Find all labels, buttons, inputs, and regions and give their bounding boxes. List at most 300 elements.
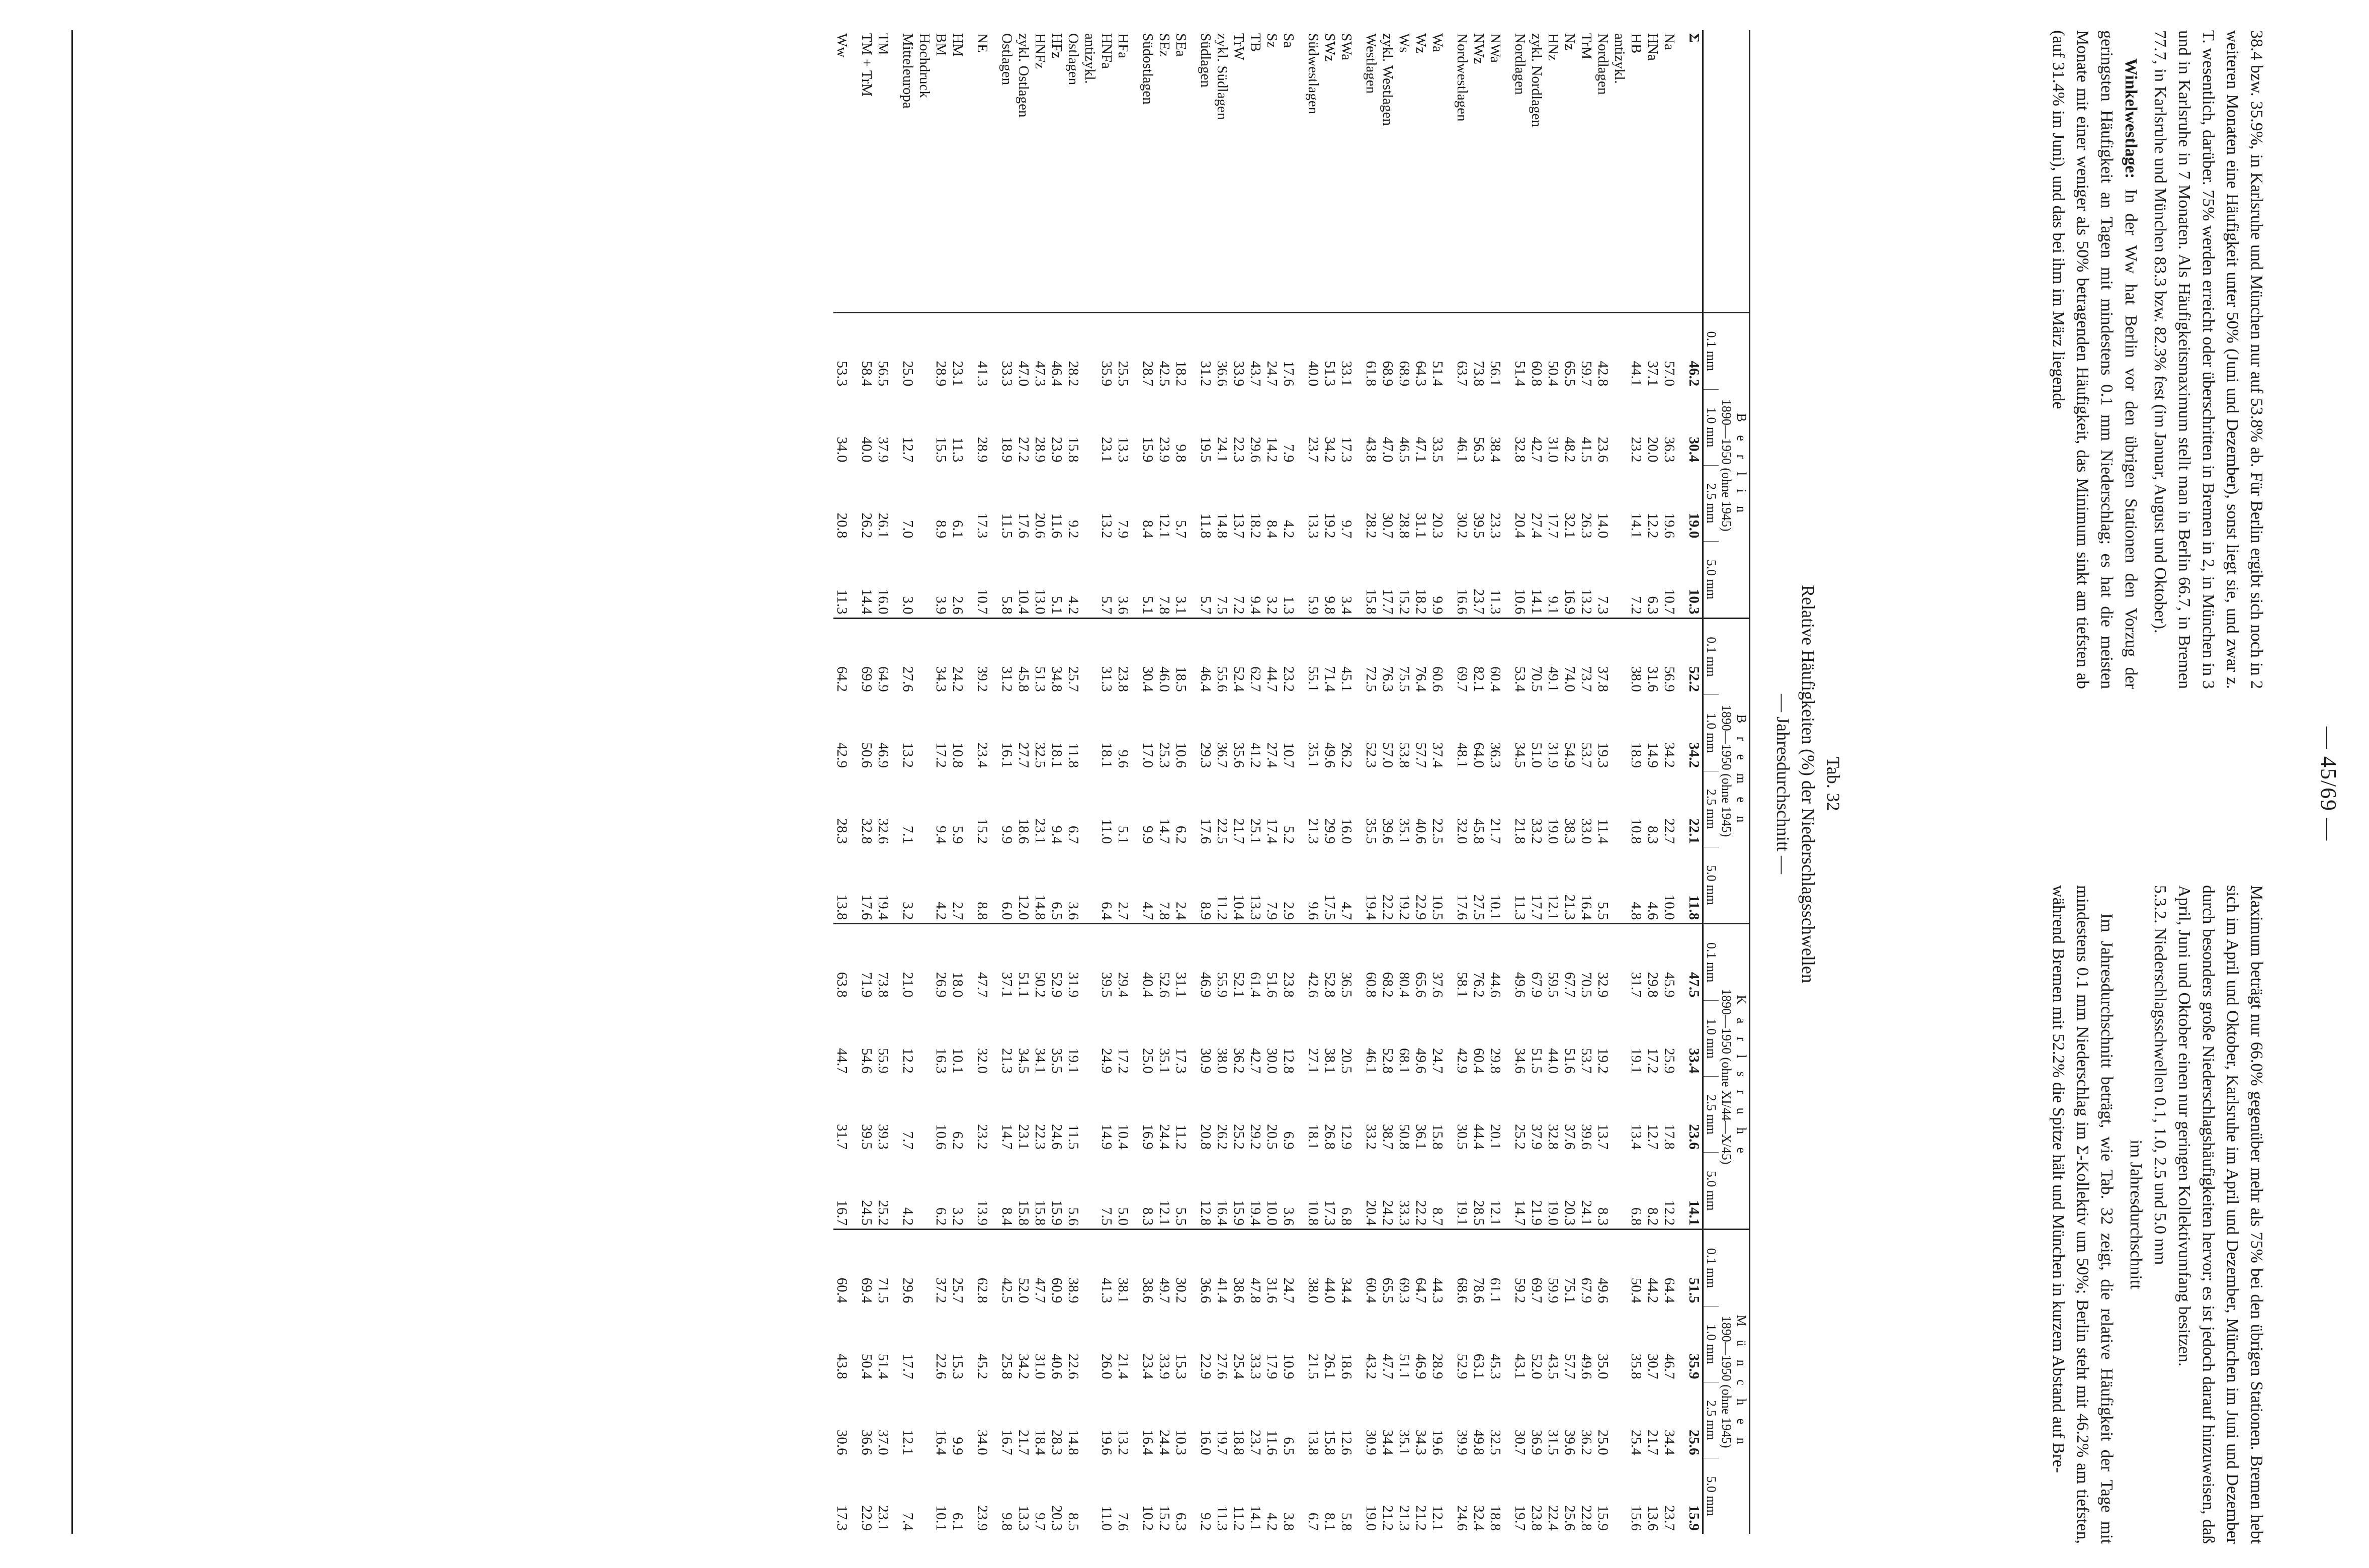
table-bottom-rule: [71, 30, 73, 1534]
value-cell: 71.9: [858, 924, 875, 1001]
value-cell: 9.9: [950, 1437, 966, 1455]
value-cell: 12.9: [1338, 1124, 1355, 1150]
value-cell: 22.9: [1413, 894, 1429, 920]
value-cell: 25.6: [1686, 1429, 1702, 1455]
value-cell: 29.9: [1322, 818, 1338, 844]
value-cell: 31.2: [1197, 312, 1214, 389]
value-cell: 24.2: [1380, 1200, 1396, 1226]
value-cell: 10.6: [1173, 742, 1189, 768]
value-cell: 22.6: [933, 1353, 949, 1379]
value-cell: 5.9: [1305, 596, 1321, 615]
value-cell: 9.9: [999, 825, 1015, 844]
value-cell: [1611, 465, 1628, 541]
value-cell: 20.8: [1198, 1124, 1214, 1150]
value-cell: 12.1: [1156, 512, 1172, 539]
value-cell: 27.2: [1016, 437, 1032, 463]
value-cell: 35.5: [1049, 1048, 1065, 1074]
value-cell: 16.4: [1578, 894, 1594, 920]
value-cell: 14.8: [1065, 1429, 1081, 1455]
value-cell: 39.6: [1578, 1124, 1594, 1150]
value-cell: 18.1: [1049, 742, 1065, 768]
table-row: [1115, 30, 1139, 1534]
value-cell: 16.3: [933, 1048, 949, 1074]
value-cell: 16.4: [933, 1429, 949, 1455]
value-cell: [916, 618, 933, 695]
value-cell: 16.9: [1562, 588, 1578, 615]
value-cell: 14.1: [1247, 1505, 1263, 1531]
value-cell: 46.0: [1156, 618, 1172, 695]
value-cell: 69.7: [1454, 618, 1470, 695]
value-cell: 42.7: [1247, 1048, 1263, 1074]
value-cell: 18.1: [1098, 742, 1115, 768]
value-cell: 13.2: [1578, 588, 1594, 615]
value-cell: 5.1: [1140, 596, 1156, 615]
row-label: antizykl.: [1612, 33, 1628, 84]
threshold-header: 1.0 mm: [1703, 389, 1719, 465]
value-cell: 56.1: [1487, 312, 1511, 389]
value-cell: 35.1: [1156, 1048, 1172, 1074]
value-cell: 37.6: [1562, 1124, 1578, 1150]
value-cell: 34.5: [1016, 1048, 1032, 1074]
value-cell: 25.2: [1512, 1124, 1528, 1150]
value-cell: 5.7: [1173, 520, 1189, 539]
value-cell: 28.9: [974, 437, 990, 463]
threshold-header: 5.0 mm: [1703, 541, 1719, 618]
value-cell: 15.8: [1065, 437, 1081, 463]
value-cell: 25.7: [949, 1230, 974, 1306]
value-cell: 10.8: [1628, 818, 1644, 844]
value-cell: 12.2: [1661, 1200, 1677, 1226]
value-cell: 4.2: [1065, 596, 1081, 615]
threshold-header: 1.0 mm: [1703, 695, 1719, 771]
row-label: Hochdruck: [916, 33, 933, 98]
threshold-header: 0.1 mm: [1703, 1230, 1719, 1306]
value-cell: 70.5: [1528, 618, 1545, 695]
value-cell: 47.0: [1380, 437, 1396, 463]
value-cell: 10.5: [1429, 894, 1446, 920]
value-cell: 6.8: [1628, 1207, 1644, 1226]
value-cell: 8.8: [974, 902, 990, 920]
value-cell: 33.4: [1686, 1048, 1702, 1074]
station-header: B e r l i n: [1734, 312, 1750, 618]
table-row: [1065, 30, 1081, 1534]
value-cell: 16.7: [999, 1429, 1015, 1455]
value-cell: 60.4: [1363, 1230, 1379, 1306]
row-label: NWa: [1487, 33, 1503, 63]
value-cell: 15.9: [1686, 1505, 1702, 1531]
table-row: [1396, 30, 1412, 1534]
value-cell: 63.8: [833, 924, 858, 1001]
value-cell: 16.7: [834, 1200, 850, 1226]
value-cell: 33.2: [1363, 1124, 1379, 1150]
value-cell: 25.7: [1065, 618, 1081, 695]
value-cell: 46.9: [1197, 924, 1214, 1001]
value-cell: [1611, 847, 1628, 924]
value-cell: 15.9: [1231, 1200, 1247, 1226]
value-cell: 36.6: [859, 1429, 875, 1455]
value-cell: 4.7: [1338, 902, 1355, 920]
value-cell: 3.2: [950, 1207, 966, 1226]
value-cell: 52.3: [1363, 742, 1379, 768]
value-cell: 18.8: [1487, 1505, 1503, 1531]
row-label: Südostlagen: [1140, 33, 1156, 105]
row-label: SWa: [1338, 33, 1355, 61]
value-cell: 24.7: [1280, 1230, 1305, 1306]
value-cell: 24.1: [1578, 1200, 1594, 1226]
value-cell: 6.3: [1645, 596, 1661, 615]
table-row: [933, 30, 949, 1534]
value-cell: 17.7: [1380, 588, 1396, 615]
value-cell: 5.2: [1281, 825, 1297, 844]
value-cell: 23.1: [1098, 437, 1115, 463]
value-cell: 31.7: [834, 1124, 850, 1150]
value-cell: [916, 1153, 933, 1230]
value-cell: 15.9: [1140, 437, 1156, 463]
value-cell: 32.8: [1545, 1124, 1561, 1150]
value-cell: 17.9: [1264, 1353, 1280, 1379]
value-cell: 45.9: [1661, 924, 1685, 1001]
row-label: Nordlagen: [1595, 33, 1611, 95]
value-cell: 13.3: [1305, 512, 1321, 539]
value-cell: 28.2: [1363, 512, 1379, 539]
value-cell: 14.7: [1512, 1200, 1528, 1226]
value-cell: 19.1: [1454, 1200, 1470, 1226]
row-label: BM: [933, 33, 949, 56]
row-label: Ostlagen: [1065, 33, 1081, 85]
row-label: Na: [1661, 33, 1677, 50]
table-row: [858, 30, 875, 1534]
value-cell: 28.2: [1065, 312, 1081, 389]
value-cell: 28.3: [1049, 1429, 1065, 1455]
table-row: [875, 30, 899, 1534]
value-cell: 10.0: [1661, 894, 1677, 920]
value-cell: 74.0: [1561, 618, 1578, 695]
table-caption: [1770, 0, 1846, 1568]
value-cell: 70.5: [1578, 924, 1594, 1001]
value-cell: 42.5: [1156, 312, 1172, 389]
value-cell: 16.0: [875, 588, 891, 615]
value-cell: 9.4: [1247, 596, 1263, 615]
value-cell: 58.1: [1454, 924, 1470, 1001]
row-label: zykl. Ostlagen: [1016, 33, 1032, 118]
value-cell: 35.0: [1595, 1353, 1611, 1379]
value-cell: 36.3: [1661, 437, 1677, 463]
value-cell: 39.6: [1380, 818, 1396, 844]
value-cell: 18.9: [1628, 742, 1644, 768]
value-cell: 51.1: [1396, 1353, 1412, 1379]
value-cell: 37.1: [1644, 312, 1661, 389]
value-cell: 33.3: [1396, 1200, 1412, 1226]
value-cell: 52.9: [1048, 924, 1065, 1001]
value-cell: 19.3: [1595, 742, 1611, 768]
table-row: [833, 30, 858, 1534]
value-cell: 49.1: [1545, 618, 1561, 695]
value-cell: 41.3: [974, 312, 998, 389]
value-cell: [1081, 389, 1098, 465]
value-cell: 5.8: [999, 596, 1015, 615]
value-cell: 13.8: [1305, 1429, 1321, 1455]
table-row: [1470, 30, 1487, 1534]
row-label: TM + TrM: [859, 33, 875, 97]
value-cell: 17.3: [1322, 1200, 1338, 1226]
value-cell: 15.2: [1396, 588, 1412, 615]
value-cell: 3.2: [900, 902, 916, 920]
value-cell: 61.4: [1247, 924, 1263, 1001]
value-cell: 34.0: [974, 1429, 990, 1455]
value-cell: [1611, 541, 1628, 618]
value-cell: 39.5: [1471, 512, 1487, 539]
value-cell: 18.2: [1413, 588, 1429, 615]
value-cell: 46.5: [1396, 437, 1412, 463]
value-cell: 17.6: [1198, 818, 1214, 844]
value-cell: 80.4: [1396, 924, 1412, 1001]
value-cell: 6.4: [1098, 902, 1115, 920]
value-cell: 11.5: [999, 513, 1015, 539]
value-cell: 40.0: [1305, 312, 1321, 389]
value-cell: 36.7: [1214, 742, 1230, 768]
value-cell: 13.7: [1595, 1124, 1611, 1150]
value-cell: 37.9: [1529, 1124, 1545, 1150]
value-cell: 50.4: [1545, 312, 1561, 389]
value-cell: 51.4: [875, 1353, 891, 1379]
value-cell: 59.2: [1511, 1230, 1528, 1306]
value-cell: 16.4: [1214, 1200, 1230, 1226]
table-row: [1098, 30, 1115, 1534]
value-cell: [916, 1306, 933, 1382]
value-cell: 12.7: [1645, 1124, 1661, 1150]
value-cell: 38.3: [1562, 818, 1578, 844]
value-cell: 9.8: [1322, 596, 1338, 615]
value-cell: 48.1: [1454, 742, 1470, 768]
table-row: [974, 30, 998, 1534]
header-row-stations: [1734, 30, 1750, 1534]
threshold-header: 5.0 mm: [1703, 847, 1719, 924]
value-cell: 51.4: [1511, 312, 1528, 389]
value-cell: 49.6: [1511, 924, 1528, 1001]
value-cell: 43.5: [1545, 1353, 1561, 1379]
value-cell: 57.7: [1413, 742, 1429, 768]
value-cell: 65.5: [1379, 1230, 1396, 1306]
value-cell: 10.8: [1305, 1200, 1321, 1226]
value-cell: 20.4: [1363, 1200, 1379, 1226]
table-row: [1545, 30, 1561, 1534]
value-cell: 22.4: [1545, 1505, 1561, 1531]
threshold-header: 5.0 mm: [1703, 1458, 1719, 1534]
value-cell: 44.2: [1644, 1230, 1661, 1306]
value-cell: 67.9: [1528, 924, 1545, 1001]
value-cell: 8.4: [1140, 520, 1156, 539]
value-cell: 23.2: [974, 1124, 990, 1150]
value-cell: 32.5: [1032, 742, 1048, 768]
value-cell: 11.3: [950, 437, 966, 463]
value-cell: 6.2: [1173, 825, 1189, 844]
value-cell: 4.6: [1645, 902, 1661, 920]
value-cell: 23.6: [1595, 437, 1611, 463]
value-cell: 20.6: [1032, 512, 1048, 539]
value-cell: 23.1: [1016, 1124, 1032, 1150]
value-cell: 18.4: [1032, 1429, 1048, 1455]
value-cell: 27.6: [1214, 1353, 1230, 1379]
value-cell: 24.4: [1156, 1429, 1172, 1455]
table-row: [1611, 30, 1628, 1534]
value-cell: 9.7: [1338, 520, 1355, 539]
value-cell: 37.6: [1429, 924, 1454, 1001]
value-cell: 28.9: [933, 312, 949, 389]
value-cell: 32.9: [1594, 924, 1611, 1001]
row-label: HNa: [1645, 33, 1661, 61]
value-cell: 11.3: [1512, 895, 1528, 920]
value-cell: 46.4: [1197, 618, 1214, 695]
row-label: TrM: [1578, 33, 1594, 60]
value-cell: [1611, 1153, 1628, 1230]
value-cell: 4.8: [1628, 902, 1644, 920]
value-cell: 21.7: [1016, 1429, 1032, 1455]
row-label: HM: [950, 33, 966, 57]
right-column-paragraph: Maximum beträgt nur 66.0% gegenüber mehr als 75% bei den übrigen Stationen. Bremen hebt sich im April und Oktober, Karlsruhe im April und Dezember, München im Juni und Dezember durch besonders große Niederschlagshäufigkeiten hervor; es ist jedoch darauf hinzuweisen, daß April, Juni und Oktober einen nur geringen Kollektivumfang besitzen.: [2175, 885, 2266, 1544]
value-cell: 3.2: [1264, 596, 1280, 615]
value-cell: 33.9: [1230, 312, 1247, 389]
value-cell: 11.0: [1098, 819, 1115, 844]
value-cell: 37.0: [875, 1429, 891, 1455]
value-cell: 47.1: [1413, 437, 1429, 463]
value-cell: 59.5: [1545, 924, 1561, 1001]
value-cell: 7.2: [1231, 596, 1247, 615]
value-cell: 23.7: [1471, 588, 1487, 615]
value-cell: 25.6: [1562, 1505, 1578, 1531]
value-cell: 21.3: [1305, 818, 1321, 844]
value-cell: 31.1: [1172, 924, 1197, 1001]
value-cell: 21.7: [1645, 1429, 1661, 1455]
value-cell: 26.0: [1098, 1353, 1115, 1379]
row-label: Sa: [1281, 33, 1297, 48]
value-cell: 15.9: [1595, 1505, 1611, 1531]
value-cell: 32.6: [875, 818, 891, 844]
value-cell: 7.3: [1595, 596, 1611, 615]
value-cell: 23.4: [974, 742, 990, 768]
value-cell: 53.4: [1511, 618, 1528, 695]
value-cell: 18.6: [1338, 1353, 1355, 1379]
value-cell: 71.4: [1321, 618, 1338, 695]
value-cell: 5.5: [1595, 902, 1611, 920]
value-cell: 31.2: [998, 618, 1015, 695]
value-cell: 8.9: [933, 520, 949, 539]
value-cell: 73.8: [875, 924, 899, 1001]
value-cell: 19.0: [1686, 512, 1702, 539]
section-heading: [2124, 885, 2172, 1544]
value-cell: 50.2: [1032, 924, 1048, 1001]
value-cell: 37.9: [875, 437, 891, 463]
row-label: Westlagen: [1363, 33, 1379, 94]
value-cell: 12.8: [1281, 1048, 1297, 1074]
value-cell: 38.1: [1115, 1230, 1139, 1306]
value-cell: 12.1: [1545, 894, 1561, 920]
value-cell: [1081, 1306, 1098, 1382]
table-row: [1379, 30, 1396, 1534]
value-cell: 40.6: [1049, 1353, 1065, 1379]
value-cell: 5.8: [1338, 1512, 1355, 1531]
table-row: [1321, 30, 1338, 1534]
value-cell: 55.9: [875, 1048, 891, 1074]
value-cell: 32.8: [1512, 437, 1528, 463]
value-cell: 39.5: [1098, 924, 1115, 1001]
value-cell: 62.8: [974, 1230, 998, 1306]
value-cell: [1081, 618, 1098, 695]
value-cell: 23.1: [1032, 818, 1048, 844]
table-row: [1338, 30, 1363, 1534]
value-cell: 12.7: [900, 437, 916, 463]
value-cell: 54.6: [859, 1048, 875, 1074]
value-cell: 78.6: [1470, 1230, 1487, 1306]
value-cell: 4.2: [900, 1207, 916, 1226]
value-cell: [1081, 695, 1098, 771]
value-cell: [1081, 1230, 1098, 1306]
value-cell: [1081, 1458, 1098, 1534]
value-cell: 35.1: [1305, 742, 1321, 768]
value-cell: 64.4: [1661, 1230, 1685, 1306]
value-cell: 24.7: [1263, 312, 1280, 389]
value-cell: 5.5: [1173, 1207, 1189, 1226]
value-cell: 4.7: [1140, 902, 1156, 920]
value-cell: 25.8: [999, 1353, 1015, 1379]
value-cell: 40.4: [1139, 924, 1156, 1001]
value-cell: 8.2: [1645, 1207, 1661, 1226]
value-cell: [916, 1001, 933, 1077]
value-cell: 22.2: [1413, 1200, 1429, 1226]
value-cell: 10.4: [1115, 1124, 1131, 1150]
value-cell: 75.5: [1396, 618, 1412, 695]
left-column-paragraph: 38.4 bzw. 35.9%, in Karlsruhe und München nur auf 53.8% ab. Für Berlin ergibt sich noch in 2 weiteren Monaten eine Häufigkeit unter 50% (Juni und Dezember), sonst liegt sie, und zwar z. T. wesentlich, darüber. 75% werden erreicht oder überschritten in Bremen in 2, in München in 3 und in Karlsruhe in 7 Monaten. Als Häufigkeitsmaximum stellt man in Berlin 66.7, in Bremen 77.7, in Karlsruhe und München 83.3 bzw. 82.3% fest (im Januar, August und Oktober).: [2151, 30, 2266, 689]
row-label: zykl. Nordlagen: [1529, 33, 1545, 127]
value-cell: 24.4: [1156, 1124, 1172, 1150]
value-cell: 24.6: [1454, 1505, 1470, 1531]
value-cell: 34.4: [1661, 1429, 1677, 1455]
value-cell: 33.2: [1529, 818, 1545, 844]
value-cell: 31.6: [1263, 1230, 1280, 1306]
value-cell: 11.4: [1595, 819, 1611, 844]
value-cell: 5.9: [950, 825, 966, 844]
value-cell: 32.0: [1454, 818, 1470, 844]
value-cell: 49.6: [1322, 742, 1338, 768]
value-cell: 46.2: [1685, 312, 1703, 389]
row-label: SWz: [1322, 33, 1338, 62]
value-cell: [1611, 924, 1628, 1001]
value-cell: 7.0: [900, 520, 916, 539]
value-cell: 35.8: [1628, 1353, 1644, 1379]
value-cell: [1081, 312, 1098, 389]
value-cell: 69.9: [858, 618, 875, 695]
value-cell: 44.4: [1471, 1124, 1487, 1150]
value-cell: 19.1: [1065, 1048, 1081, 1074]
value-cell: 19.6: [1661, 512, 1677, 539]
value-cell: 42.9: [1454, 1048, 1470, 1074]
row-label: HNz: [1545, 33, 1561, 61]
value-cell: 21.3: [999, 1048, 1015, 1074]
value-cell: 50.6: [859, 742, 875, 768]
value-cell: 37.4: [1429, 742, 1446, 768]
value-cell: 22.6: [1065, 1353, 1081, 1379]
table-row: [1048, 30, 1065, 1534]
value-cell: 47.7: [1380, 1353, 1396, 1379]
value-cell: [1081, 465, 1098, 541]
value-cell: 6.5: [1281, 1437, 1297, 1455]
value-cell: [1081, 1077, 1098, 1153]
value-cell: 19.1: [1628, 1048, 1644, 1074]
value-cell: 18.2: [1247, 512, 1263, 539]
right-column-paragraph-2: Im Jahresdurchschnitt beträgt, wie Tab. 32 zeigt, die relative Häufigkeit der Tage mit mindestens 0.1 mm Niederschlag im Σ-Kollektiv um 50%; Berlin steht mit 46.2% am tiefsten, während Bremen mit 52.2% die Spitze hält und München in kurzem Abstand auf Bre-: [2049, 885, 2116, 1544]
value-cell: 34.4: [1380, 1429, 1396, 1455]
value-cell: 19.0: [1545, 1200, 1561, 1226]
value-cell: 10.6: [1512, 588, 1528, 615]
